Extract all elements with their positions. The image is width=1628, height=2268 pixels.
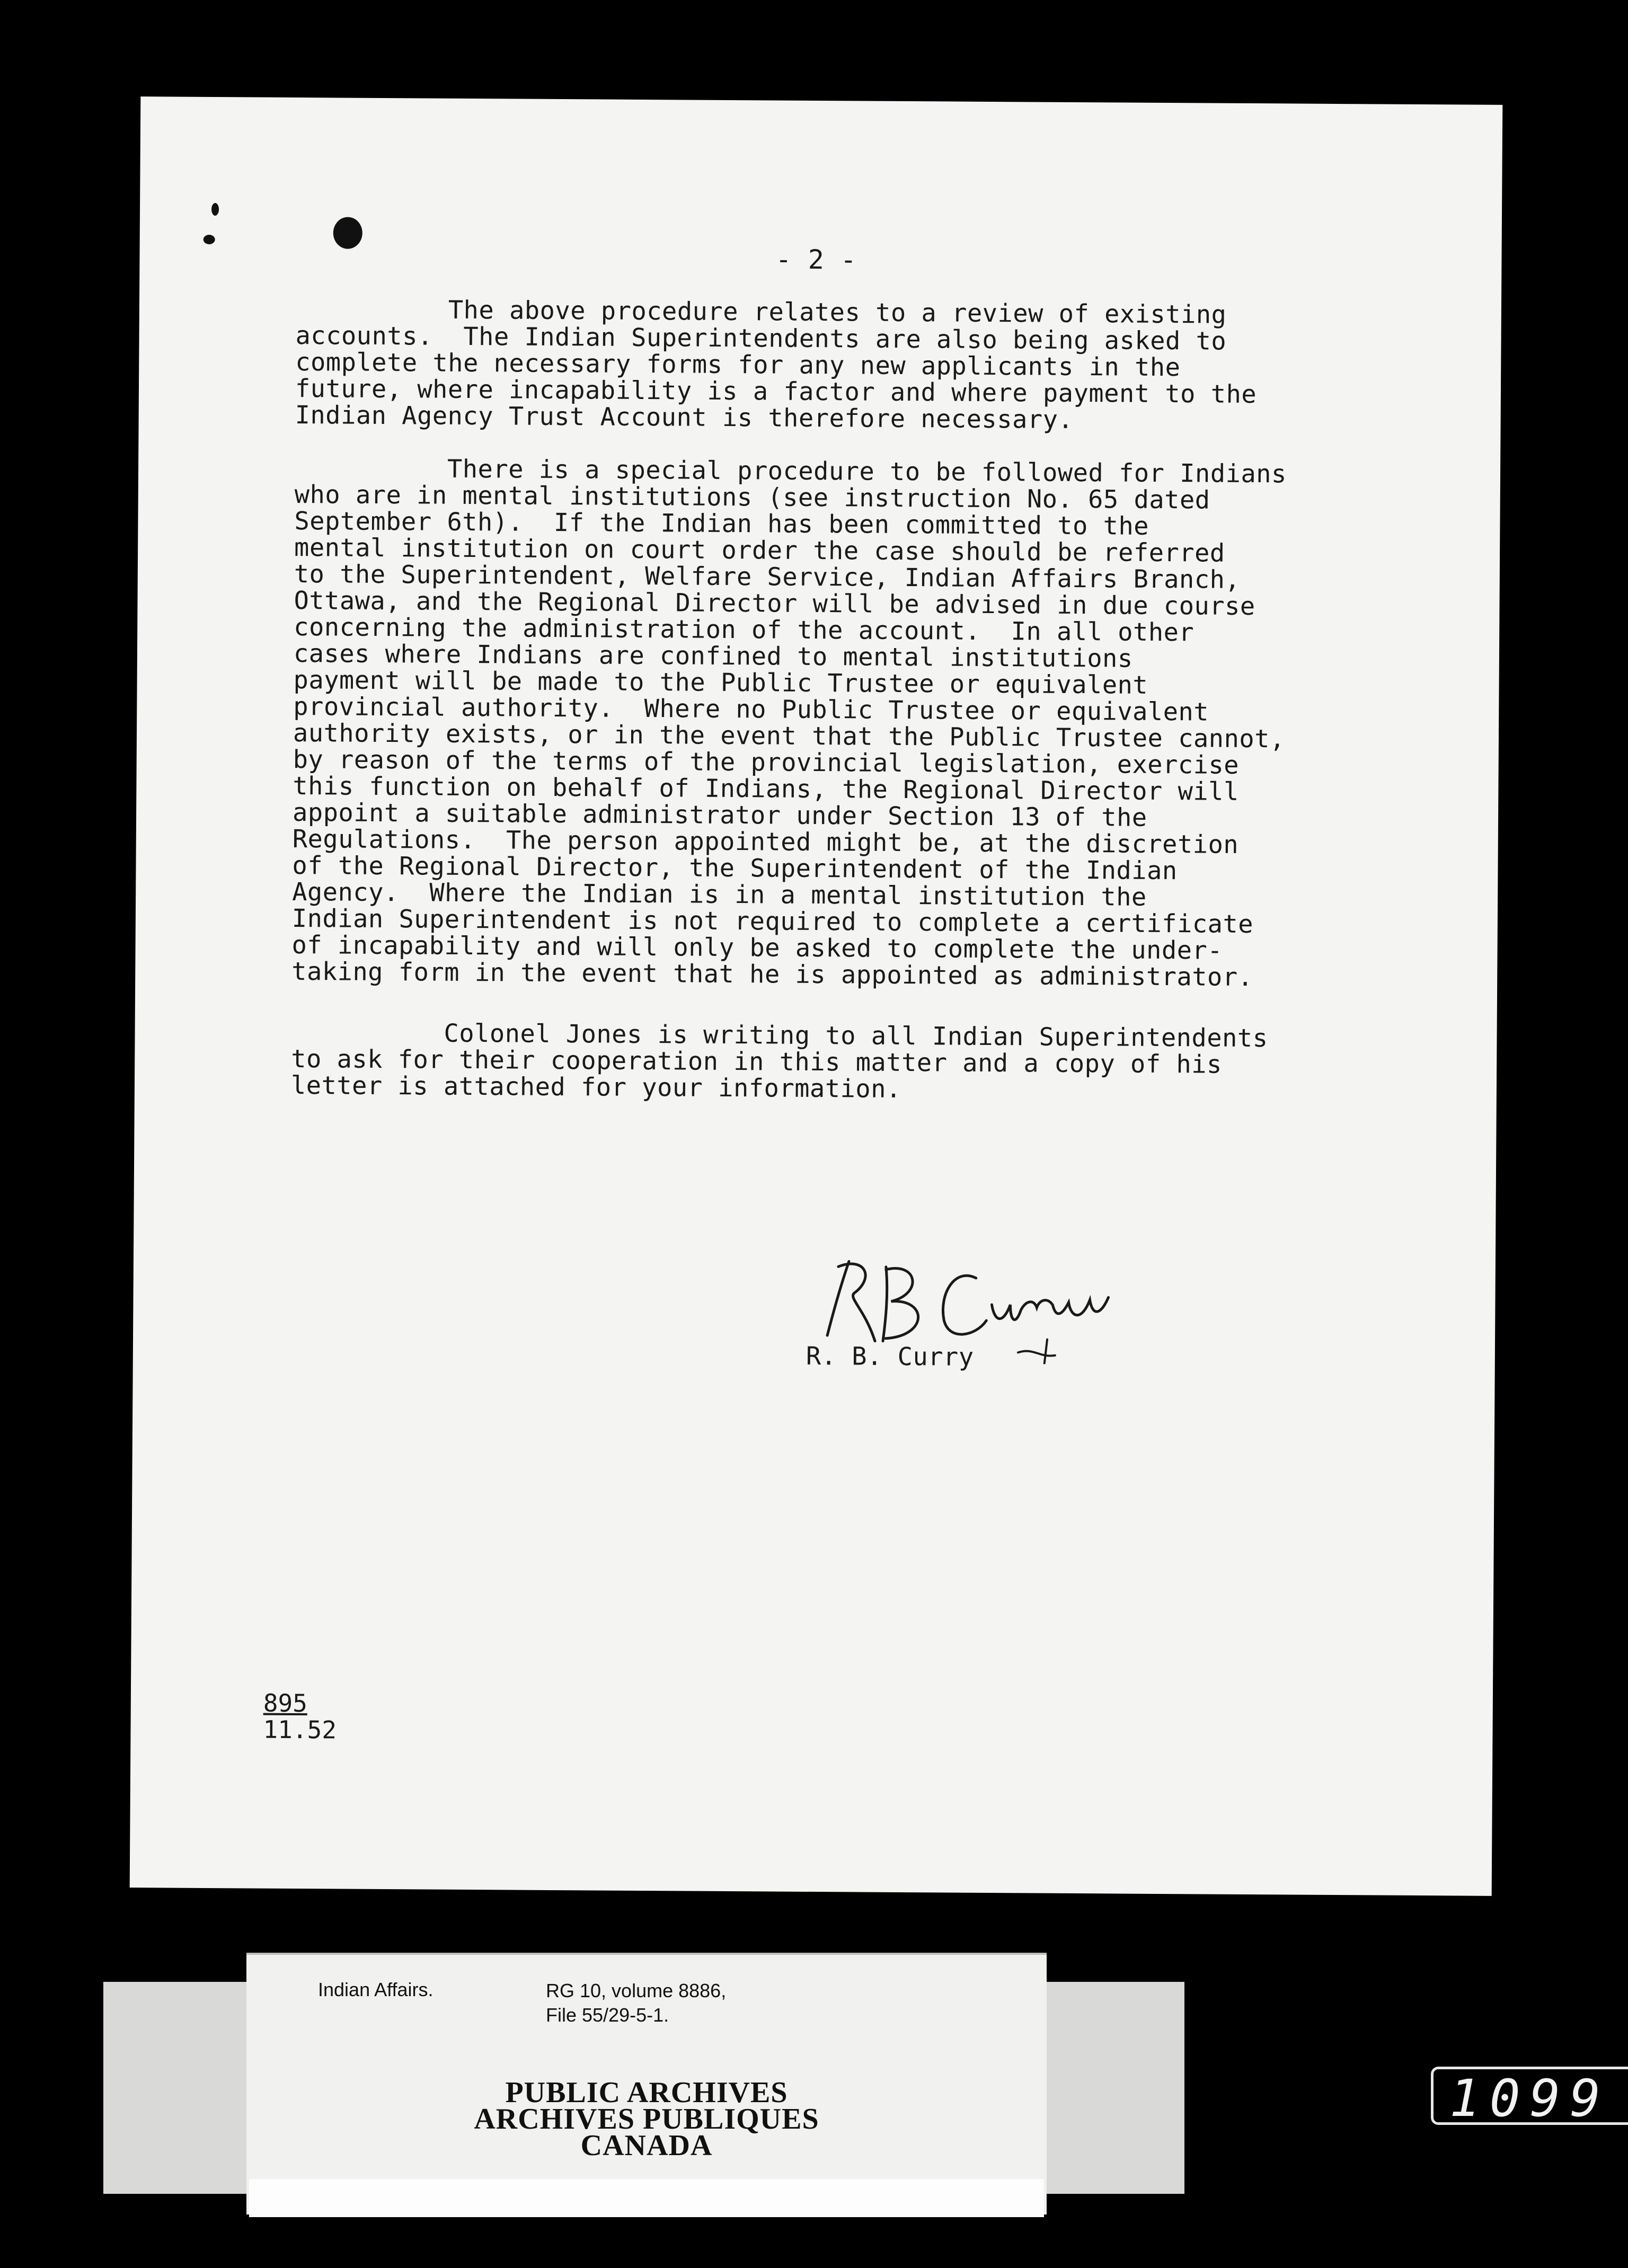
paragraph-mental-institutions	[291, 455, 1287, 991]
archive-label	[246, 1953, 1047, 2214]
text-line: appoint a suitable administrator under Section 13 of the	[292, 798, 1147, 832]
text-line: accounts. The Indian Superintendents are also being asked to	[295, 321, 1227, 356]
text-line: There is a special procedure to be followed for Indians	[294, 453, 1287, 489]
text-line: future, where incapability is a factor and where payment to the	[295, 374, 1257, 410]
file-reference-number: 895	[263, 1688, 308, 1718]
text-line: who are in mental institutions (see instruction No. 65 dated	[294, 480, 1210, 515]
page-number: - 2 -	[775, 244, 857, 276]
text-line: Indian Agency Trust Account is therefore necessary.	[295, 400, 1074, 435]
text-line: by reason of the terms of the provincial legislation, exercise	[293, 745, 1240, 780]
text-line: Agency. Where the Indian is in a mental institution the	[292, 877, 1147, 912]
signer-name: R. B. Curry	[806, 1341, 974, 1372]
text-line: to ask for their cooperation in this matter and a copy of his	[291, 1044, 1222, 1079]
document-page	[130, 96, 1503, 1896]
archive-reference	[546, 1979, 726, 2027]
file-reference	[263, 1690, 337, 1743]
archive-stamp	[246, 2076, 1047, 2162]
text-line: The above procedure relates to a review of existing	[295, 294, 1227, 330]
ink-speck	[211, 203, 219, 216]
text-line: concerning the administration of the account. In all other	[294, 612, 1195, 648]
archive-stamp-line: CANADA	[580, 2129, 713, 2162]
text-line: taking form in the event that he is appointed as administrator.	[291, 956, 1253, 993]
text-line: payment will be made to the Public Trustee or equivalent	[293, 665, 1148, 700]
paragraph-colonel-jones	[290, 1017, 1268, 1105]
text-line: September 6th). If the Indian has been committed to the	[294, 506, 1149, 541]
text-line: complete the necessary forms for any new applicants in the	[295, 347, 1181, 383]
archive-label-strip	[249, 2179, 1044, 2217]
file-reference-date: 11.52	[263, 1715, 337, 1744]
text-line: of incapability and will only be asked to complete the under-	[291, 930, 1223, 965]
text-line: letter is attached for your information.	[290, 1070, 901, 1104]
text-line: this function on behalf of Indians, the Regional Director will	[293, 771, 1239, 807]
ink-speck	[204, 235, 215, 244]
text-line: Indian Superintendent is not required to complete a certificate	[291, 903, 1254, 940]
paragraph-procedure-review	[295, 296, 1258, 435]
text-line: provincial authority. Where no Public Trustee or equivalent	[293, 692, 1209, 727]
frame-counter: 1099	[1431, 2067, 1628, 2125]
archive-stamp-line: ARCHIVES PUBLIQUES	[474, 2103, 819, 2136]
archive-department: Indian Affairs.	[318, 1979, 433, 2000]
text-line: Ottawa, and the Regional Director will be advised in due course	[294, 586, 1255, 622]
text-line: authority exists, or in the event that the Public Trustee cannot,	[293, 718, 1285, 754]
text-line: to the Superintendent, Welfare Service, Indian Affairs Branch,	[294, 559, 1241, 595]
archive-stamp-line: PUBLIC ARCHIVES	[505, 2076, 788, 2109]
archive-file: File 55/29-5-1.	[546, 2004, 669, 2026]
text-line: mental institution on court order the case should be referred	[294, 533, 1225, 568]
text-line: Regulations. The person appointed might be, at the discretion	[292, 824, 1239, 860]
text-line: cases where Indians are confined to mental institutions	[293, 639, 1133, 674]
archive-volume: RG 10, volume 8886,	[546, 1980, 727, 2001]
text-line: of the Regional Director, the Superintendent of the Indian	[292, 850, 1178, 886]
ink-blot	[333, 217, 362, 249]
text-line: Colonel Jones is writing to all Indian Superintendents	[291, 1017, 1268, 1053]
